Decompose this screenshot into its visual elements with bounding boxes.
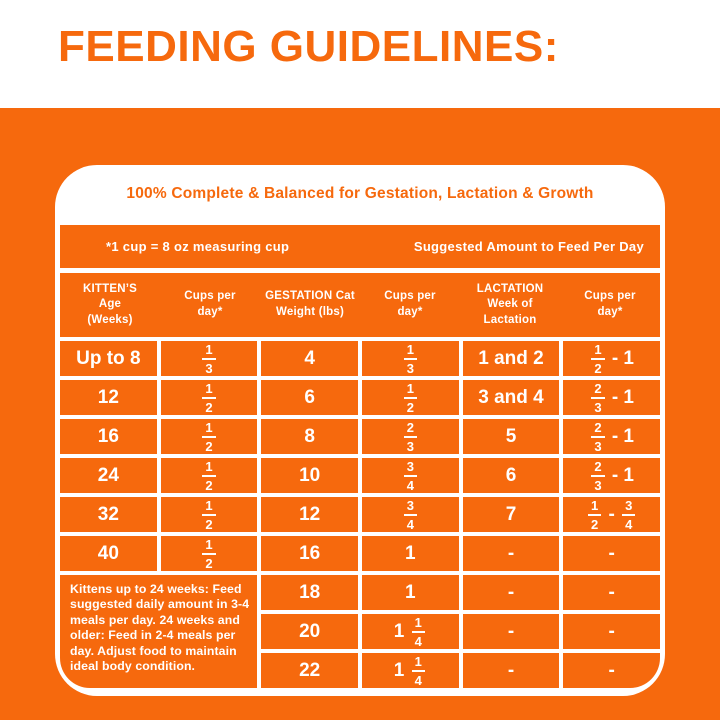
table-cell: 16 <box>60 419 157 454</box>
table-cell: - <box>563 575 660 610</box>
fraction: $\frac{1}{2}$ <box>202 460 215 492</box>
fraction: $\frac{1}{2}$ <box>202 499 215 531</box>
fraction: $\frac{1}{2}$ <box>591 343 604 375</box>
table-cell: 6 <box>261 380 358 415</box>
table-cell: 18 <box>261 575 358 610</box>
table-cell: 24 <box>60 458 157 493</box>
fraction: $\frac{2}{3}$ <box>404 421 417 453</box>
table-cell: - <box>563 653 660 688</box>
fraction: $\frac{1}{3}$ <box>404 343 417 375</box>
column-header: LACTATION Week of Lactation <box>476 282 544 326</box>
table-cell <box>161 536 258 571</box>
column-header: KITTEN’S Age (Weeks) <box>83 282 137 326</box>
table-cell: 20 <box>261 614 358 649</box>
fraction: $\frac{1}{2}$ <box>588 499 601 531</box>
table-cell: - <box>463 653 560 688</box>
table-cell: $\frac{1}{2}$ - $\frac{3}{4}$ <box>563 497 660 532</box>
table-cell: 22 <box>261 653 358 688</box>
fraction: $\frac{3}{4}$ <box>404 499 417 531</box>
table-cell: 1 $\frac{1}{4}$ <box>362 653 459 688</box>
fraction: $\frac{2}{3}$ <box>591 421 604 453</box>
table-cell: 1 and 2 <box>463 341 560 376</box>
table-cell <box>362 458 459 493</box>
panel-headline: 100% Complete & Balanced for Gestation, Lactation & Growth <box>126 185 594 202</box>
column-header: Cups per day* <box>184 290 236 318</box>
table-cell: 1 <box>362 536 459 571</box>
table-cell: 10 <box>261 458 358 493</box>
table-cell <box>161 341 258 376</box>
table-cell: $\frac{2}{3}$ - 1 <box>563 380 660 415</box>
table-cell <box>362 341 459 376</box>
fraction: $\frac{3}{4}$ <box>622 499 635 531</box>
table-cell <box>161 458 258 493</box>
table-cell: - <box>463 536 560 571</box>
column-header: Cups per day* <box>384 290 436 318</box>
fraction: $\frac{1}{4}$ <box>412 616 425 648</box>
table-cell: - <box>463 614 560 649</box>
fraction: $\frac{1}{3}$ <box>202 343 215 375</box>
fraction: $\frac{2}{3}$ <box>591 460 604 492</box>
table-cell <box>161 419 258 454</box>
table-cell <box>161 497 258 532</box>
table-cell <box>161 380 258 415</box>
table-cell: 6 <box>463 458 560 493</box>
guidelines-panel <box>55 165 665 696</box>
table-cell: $\frac{1}{2}$ - 1 <box>563 341 660 376</box>
table-cell <box>362 497 459 532</box>
table-cell: 1 $\frac{1}{4}$ <box>362 614 459 649</box>
table-cell: 16 <box>261 536 358 571</box>
fraction: $\frac{1}{2}$ <box>202 421 215 453</box>
table-cell: 8 <box>261 419 358 454</box>
table-cell: $\frac{2}{3}$ - 1 <box>563 419 660 454</box>
table-cell: 32 <box>60 497 157 532</box>
fraction: $\frac{3}{4}$ <box>404 460 417 492</box>
table-cell: 5 <box>463 419 560 454</box>
fraction: $\frac{1}{2}$ <box>202 382 215 414</box>
fraction: $\frac{1}{4}$ <box>412 655 425 687</box>
fraction: $\frac{2}{3}$ <box>591 382 604 414</box>
measuring-cup-bar <box>60 225 660 268</box>
table-cell: 3 and 4 <box>463 380 560 415</box>
table-cell: Up to 8 <box>60 341 157 376</box>
column-header: Cups per day* <box>584 290 636 318</box>
fraction: $\frac{1}{2}$ <box>202 538 215 570</box>
table-cell <box>362 380 459 415</box>
table-cell: 4 <box>261 341 358 376</box>
feeding-note: Kittens up to 24 weeks: Feed suggested daily amount in 3-4 meals per day. 24 weeks and older: Feed in 2-4 meals per day. Adjust food to maintain ideal body condition. <box>60 575 257 688</box>
table-cell: - <box>563 536 660 571</box>
table-cell: 40 <box>60 536 157 571</box>
table-cell: 12 <box>261 497 358 532</box>
table-cell: 1 <box>362 575 459 610</box>
table-cell <box>362 419 459 454</box>
feeding-table <box>60 341 660 688</box>
suggested-amount-label: Suggested Amount to Feed Per Day <box>413 239 644 254</box>
table-cell: - <box>463 575 560 610</box>
fraction: $\frac{1}{2}$ <box>404 382 417 414</box>
table-header-row <box>60 273 660 337</box>
table-cell: - <box>563 614 660 649</box>
table-cell: $\frac{2}{3}$ - 1 <box>563 458 660 493</box>
page-title: FEEDING GUIDELINES: <box>58 22 559 71</box>
table-cell: 7 <box>463 497 560 532</box>
column-header: GESTATION Cat Weight (lbs) <box>265 290 355 318</box>
table-cell: 12 <box>60 380 157 415</box>
cup-measure-label: *1 cup = 8 oz measuring cup <box>106 239 290 254</box>
